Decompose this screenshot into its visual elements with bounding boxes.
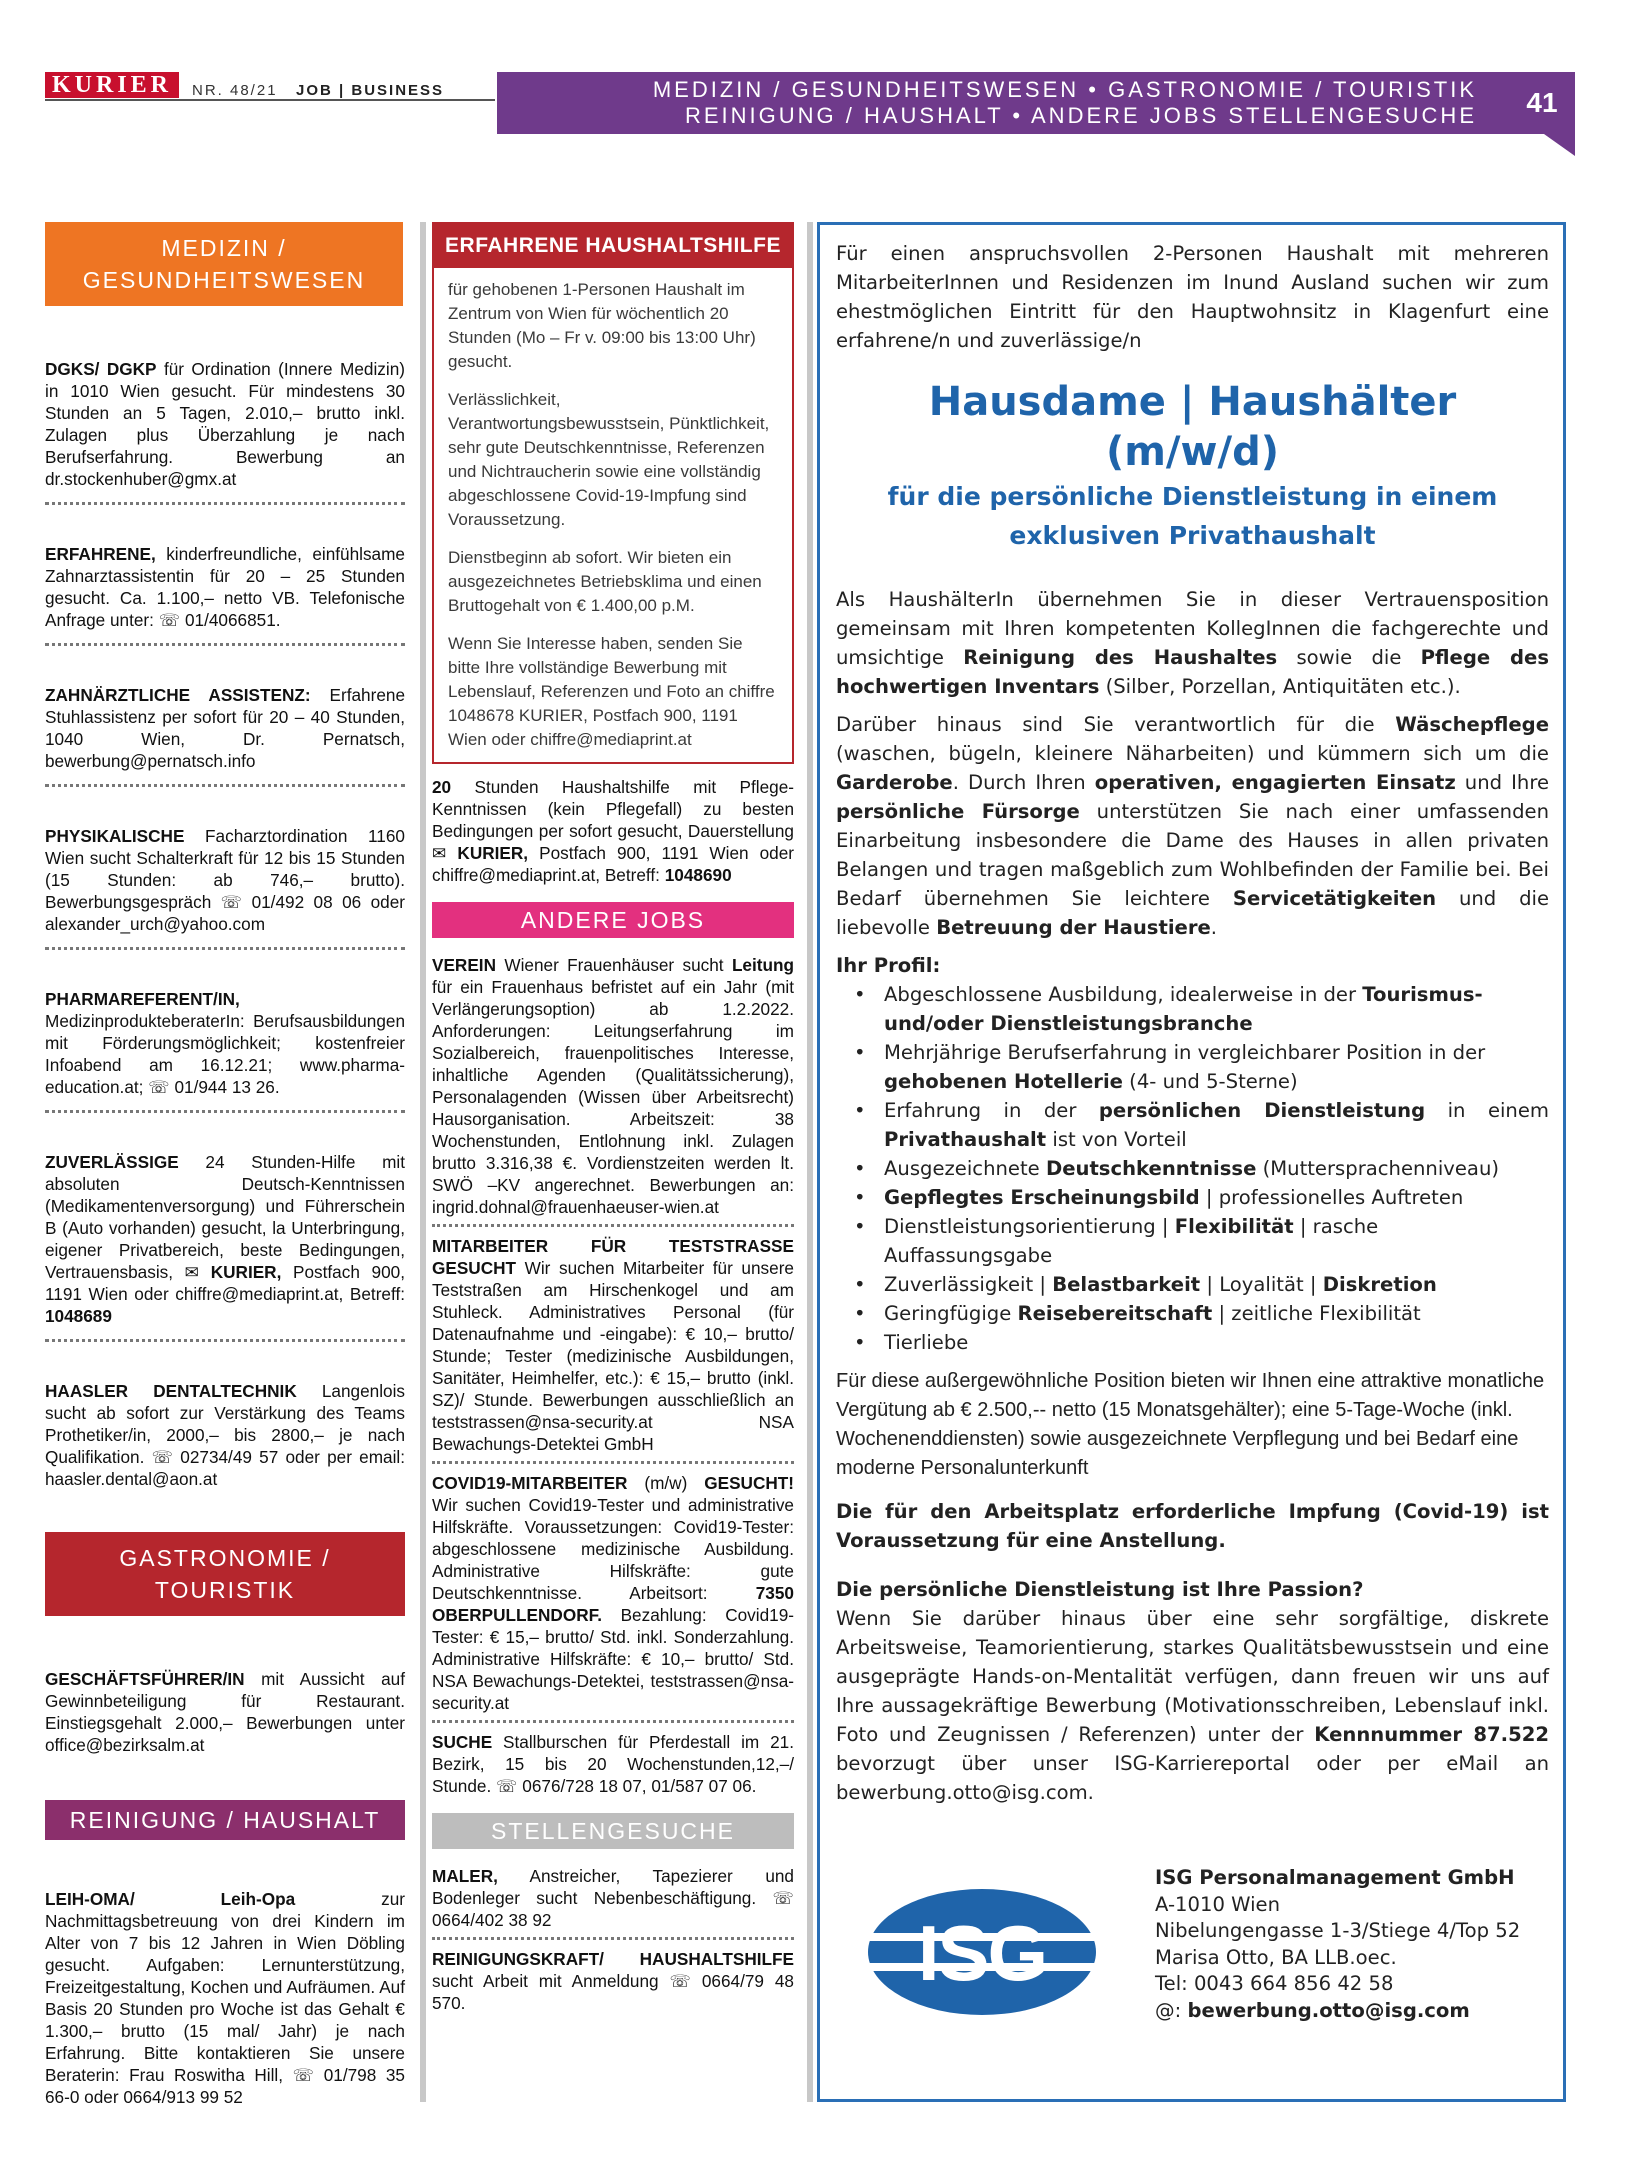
text: Dienstleistungsorientierung | [884,1215,1175,1238]
ad-lead: COVID19-MITARBEITER [432,1473,628,1493]
ad-text: Anstreicher, Tapezierer und Bodenleger sucht Nebenbeschäftigung. ☏ 0664/402 38 92 [432,1866,794,1930]
ad-text: mit Aussicht auf Gewinnbeteiligung für Restaurant. Einstiegsgehalt 2.000,– Bewerbungen unter office@bezirksalm.at [45,1669,405,1755]
ad-reference: 1048689 [45,1306,112,1326]
text-bold: Diskretion [1322,1273,1437,1296]
isg-logo [866,1887,1098,2017]
ad-lead: VEREIN [432,955,496,975]
text: in einem [1425,1099,1549,1122]
text-bold: Reisebereitschaft [1017,1302,1213,1325]
classified-ad [45,1380,405,1490]
ad-reference: 1048690 [664,865,732,885]
ad-text: Erfahrene Stuhlassistenz per sofort für 20 – 40 Stunden, 1040 Wien, Dr. Pernatsch, bewerbung@pernatsch.info [45,685,405,771]
text: Geringfügige [884,1302,1018,1325]
ad-separator [45,784,405,787]
text: und die liebevolle [836,887,1549,939]
text: (Muttersprachenniveau) [1256,1157,1500,1180]
text: . Durch Ihren [952,771,1095,794]
column-divider [420,222,426,2102]
ad-lead: REINIGUNGSKRAFT/ HAUSHALTSHILFE [432,1949,794,1969]
company-city: A-1010 Wien [1155,1892,1280,1916]
isg-intro: Für einen anspruchsvollen 2-Personen Haushalt mit mehreren MitarbeiterInnen und Residenzen im Inund Ausland suchen wir zum ehestmöglichen Eintritt für den Hauptwohnsitz in Klagenfurt eine erfahrene/n und zuverlässige/n [836,242,1549,352]
classified-ad [45,1151,405,1327]
isg-passion-paragraph [836,1604,1549,1807]
ad-lead: HAASLER DENTALTECHNIK [45,1381,297,1401]
isg-offer: Für diese außergewöhnliche Position bieten wir Ihnen eine attraktive monatliche Vergütung ab € 2.500,-- netto (15 Monatsgehälter); eine 5-Tage-Woche (inkl. Wochenenddiensten) sowie ausgezeichnete Verpflegung und bei Bedarf eine moderne Personalunterkunft [836,1370,1545,1479]
ad-text: Langenlois sucht ab sofort zur Verstärkung des Teams Prothetiker/in, 2000,– bis 2800,– je nach Qualifikation. ☏ 02734/49 57 oder per email: haasler.dental@aon.at [45,1381,405,1489]
text: Als HaushälterIn übernehmen Sie in dieser Vertrauensposition gemeinsam mit Ihren kompetenten KollegInnen die fachgerechte und umsichtige [836,588,1549,669]
ad-text: Bezahlung: Covid19-Tester: € 15,– brutto/ Std. inkl. Sonderzahlung. Administrative Hilfskräfte: € 10,– brutto/ Std. NSA Bewachungs-Detektei, teststrassen@nsa-security.at [432,1605,794,1713]
ad-text: Postfach 900, 1191 Wien oder chiffre@mediaprint.at, Betreff: [45,1262,405,1304]
ad-lead: ZUVERLÄSSIGE [45,1152,179,1172]
text-bold: operativen, engagierten Einsatz [1094,771,1456,794]
ad-text: MedizinprodukteberaterIn: Berufsausbildungen mit Förderungsmöglichkeit; kostenfreier Infoabend am 16.12.21; www.pharma-education.at; ☏ 01/944 13 26. [45,1011,405,1097]
list-item [854,1299,1549,1328]
text-bold: Privathaushalt [884,1128,1047,1151]
text: (waschen, bügeln, kleinere Näharbeiten) und kümmern sich um die [836,742,1549,765]
ad-kurier: KURIER, [457,843,529,863]
isg-passion-heading: Die persönliche Dienstleistung ist Ihre Passion? [836,1578,1364,1601]
classified-ad [45,1888,405,2108]
section-stellengesuche: STELLENGESUCHE [432,1813,794,1849]
ad-text: kinderfreundliche, einfühlsame Zahnarztassistentin für 20 – 25 Stunden gesucht. Ca. 1.100,– netto VB. Telefonische Anfrage unter: ☏ 01/4066851. [45,544,405,630]
company-name: ISG Personalmanagement GmbH [1155,1866,1515,1889]
ad-separator [45,502,405,505]
text-bold: Tourismus- und/oder Dienstleistungsbranche [884,983,1483,1035]
classified-ad [432,776,794,886]
text-bold: persönlichen Dienstleistung [1098,1099,1426,1122]
ad-bold: 7350 OBERPULLENDORF. [432,1583,794,1625]
text: (Silber, Porzellan, Antiquitäten etc.). [1099,675,1461,698]
text-bold: Belastbarkeit [1052,1273,1201,1296]
section-reinigung: REINIGUNG / HAUSHALT [45,1800,405,1840]
list-item [854,1328,1549,1357]
column-divider [807,222,813,2102]
ad-text: (m/w) [627,1473,705,1493]
list-item [854,1183,1549,1212]
boxed-ad-haushaltshilfe [432,222,794,764]
category-bar [497,72,1509,134]
text-bold: Gepflegtes Erscheinungsbild [884,1186,1200,1209]
ad-text: Facharztordination 1160 Wien sucht Schalterkraft für 12 bis 15 Stunden (15 Stunden: ab 746,– brutto). Bewerbungsgespräch ☏ 01/492 08 06 oder alexander_urch@yahoo.com [45,826,405,934]
boxed-ad-title: ERFAHRENE HAUSHALTSHILFE [434,224,792,268]
category-line-1: MEDIZIN / GESUNDHEITSWESEN • GASTRONOMIE / TOURISTIK [652,77,1477,102]
isg-covid-requirement: Die für den Arbeitsplatz erforderliche Impfung (Covid-19) ist Voraussetzung für eine Anstellung. [836,1500,1549,1552]
ad-text: Wir suchen Covid19-Tester und administrative Hilfskräfte. Voraussetzungen: Covid19-Tester: abgeschlossene medizinische Ausbildung. Administrative Hilfskräfte: gute Deutschkenntnisse. Arbeitsort: [432,1495,794,1603]
classified-ad [432,1731,794,1797]
isg-job-ad [817,222,1566,2102]
text-bold: Flexibilität [1174,1215,1294,1238]
ad-text: Stunden Haushaltshilfe mit Pflege-Kenntnissen (kein Pflegefall) zu besten Bedingungen per sofort gesucht, Dauerstellung ✉ [432,777,794,863]
ad-separator [45,947,405,950]
ad-lead: MITARBEITER FÜR TESTSTRASSE GESUCHT [432,1236,794,1278]
classified-ad [432,1948,794,2014]
text-bold: Wäschepflege [1395,713,1549,736]
kurier-logo: KURIER [45,72,179,98]
text: . [1210,916,1218,939]
boxed-ad-body [434,268,792,762]
classified-ad [45,543,405,631]
ad-bold: Leitung [731,955,794,975]
text: Abgeschlossene Ausbildung, idealerweise in der [884,983,1363,1006]
page-tab-corner [1544,134,1575,156]
text: und Ihre [1455,771,1549,794]
text: ist von Vorteil [1046,1128,1187,1151]
ad-separator [432,1720,794,1723]
text: | zeitliche Flexibilität [1212,1302,1421,1325]
isg-profile-heading: Ihr Profil: [836,954,941,977]
ad-lead: PHARMAREFERENT/IN, [45,989,240,1009]
text: bevorzugt über unser ISG-Karriereportal oder per eMail an bewerbung.otto@isg.com. [836,1752,1549,1804]
isg-logo-letters: ISG [917,1909,1047,1997]
text: sowie die [1277,646,1421,669]
isg-footer [866,1865,1556,2065]
list-item [854,980,1549,1038]
ad-lead: LEIH-OMA/ Leih-Opa [45,1889,296,1909]
text-bold: Reinigung des Haushaltes [963,646,1278,669]
ad-lead: 20 [432,777,452,797]
classified-ad [45,1668,405,1756]
list-item [854,1212,1549,1270]
text: | professionelles Auftreten [1199,1186,1464,1209]
classified-ad [45,684,405,772]
text: | rasche Auffassungsgabe [884,1215,1379,1267]
classified-ad [432,1865,794,1931]
ad-lead: ZAHNÄRZTLICHE ASSISTENZ: [45,685,311,705]
classified-ad [45,825,405,935]
ad-separator [432,1937,794,1940]
header-rule [45,99,495,101]
text: (4- und 5-Sterne) [1122,1070,1298,1093]
ad-bold: GESUCHT! [704,1473,794,1493]
isg-profile-list [836,980,1549,1357]
text-bold: Kennnummer 87.522 [1314,1723,1550,1746]
text-bold: Servicetätigkeiten [1232,887,1437,910]
isg-job-title: Hausdame | Haushälter (m/w/d) [928,379,1457,475]
ad-separator [432,1461,794,1464]
classified-ad [432,1472,794,1714]
email-label: @: [1155,1998,1188,2022]
text-bold: gehobenen Hotellerie [884,1070,1123,1093]
section-title: JOB | BUSINESS [296,82,445,99]
text: Ausgezeichnete [884,1157,1046,1180]
ad-text: Postfach 900, 1191 Wien oder chiffre@mediaprint.at, Betreff: [432,843,794,885]
page-header [0,0,1646,160]
list-item [854,1096,1549,1154]
ad-lead: PHYSIKALISCHE [45,826,185,846]
ad-text: für ein Frauenhaus befristet auf ein Jahr (mit Verlängerungsoption) ab 1.2.2022. Anforderungen: Leitungserfahrung im Sozialbereich, frauenpolitisches Interesse, inhaltliche Agenden (Qualitätssicherung), Personalagenden (Wissen über Arbeitsrecht) Hausorganisation. Arbeitszeit: 38 Wochenstunden, Entlohnung inkl. Zulagen brutto 3.316,38 €. Vordienstzeiten werden lt. SWÖ –KV angerechnet. Bewerbungen an: ingrid.dohnal@frauenhaeuser-wien.at [432,977,794,1217]
contact-email[interactable]: bewerbung.otto@isg.com [1187,1998,1470,2022]
ad-separator [432,1224,794,1227]
ad-lead: MALER, [432,1866,498,1886]
section-gastronomie: GASTRONOMIE / TOURISTIK [45,1532,405,1616]
text-bold: Garderobe [836,771,953,794]
ad-text: Wir suchen Mitarbeiter für unsere Teststraßen am Hirschenkogel und am Stuhleck. Administratives Personal (für Datenaufnahme und -eingabe): € 10,– brutto/ Stunde; Tester (medizinische Ausbildungen, Sanitäter, Heimhelfer, etc.): € 15,– brutto (inkl. SZ)/ Stunde. Bewerbungen ausschließlich an teststrassen@nsa-security.at NSA Bewachungs-Detektei GmbH [432,1258,794,1454]
classified-ad [45,358,405,490]
boxed-ad-paragraph: für gehobenen 1-Personen Haushalt im Zentrum von Wien für wöchentlich 20 Stunden (Mo – Fr v. 09:00 bis 13:00 Uhr) gesucht. [448,280,756,371]
text-bold: Betreuung der Haustiere [936,916,1211,939]
text: Tierliebe [884,1331,969,1354]
text: Wenn Sie darüber hinaus über eine sehr sorgfältige, diskrete Arbeitsweise, Teamorientierung, starkes Qualitätsbewusstsein und eine ausgeprägte Hands-on-Mentalität verfügen, dann freuen wir uns auf Ihre aussagekräftige Bewerbung (Motivationsschreiben, Lebenslauf inkl. Foto und Zeugnissen / Referenzen) unter der [836,1607,1549,1746]
ad-separator [45,1110,405,1113]
isg-paragraph-tasks [836,585,1549,701]
ad-lead: DGKS/ DGKP [45,359,157,379]
category-line-2: REINIGUNG / HAUSHALT • ANDERE JOBS STELLENGESUCHE [684,103,1477,128]
classified-ad [432,954,794,1218]
section-medizin: MEDIZIN / GESUNDHEITSWESEN [45,222,403,306]
text-bold: persönliche Fürsorge [836,800,1080,823]
isg-paragraph-duties [836,710,1549,942]
ad-text: sucht Arbeit mit Anmeldung ☏ 0664/79 48 570. [432,1971,794,2013]
classified-ad [45,988,405,1098]
list-item [854,1038,1549,1096]
ad-separator [45,1339,405,1342]
text: Mehrjährige Berufserfahrung in vergleichbarer Position in der [884,1041,1486,1064]
ad-kurier: KURIER, [210,1262,282,1282]
ad-separator [45,643,405,646]
page-number: 41 [1509,72,1575,134]
ad-text: zur Nachmittagsbetreuung von drei Kindern im Alter von 7 bis 12 Jahren in Wien Döbling gesucht. Aufgaben: Lernunterstützung, Freizeitgestaltung, Kochen und Aufräumen. Auf Basis 20 Stunden pro Woche ist das Gehalt € 1.300,– brutto (15 mal/ Jahr) je nach Erfahrung. Bitte kontaktieren Sie unsere Beraterin: Frau Roswitha Hill, ☏ 01/798 35 66-0 oder 0664/913 99 52 [45,1889,405,2107]
text: Zuverlässigkeit | [884,1273,1053,1296]
issue-number: NR. 48/21 [192,82,278,99]
text: Erfahrung in der [884,1099,1099,1122]
ad-text: 24 Stunden-Hilfe mit absoluten Deutsch-Kenntnissen (Medikamentenversorgung) und Führerschein B (Auto vorhanden) gesucht, la Unterbringung, eigener Privatbereich, beste Bedingungen, Vertrauensbasis, ✉ [45,1152,405,1282]
ad-lead: GESCHÄFTSFÜHRER/IN [45,1669,245,1689]
text: Darüber hinaus sind Sie verantwortlich für die [836,713,1396,736]
ad-lead: SUCHE [432,1732,493,1752]
text: unterstützen Sie nach einer umfassenden Einarbeitung insbesondere die Dame des Hauses in allen privaten Belangen und tragen maßgeblich zum Wohlbefinden der Familie bei. Bei Bedarf übernehmen Sie leichtere [836,800,1550,910]
boxed-ad-paragraph: Verlässlichkeit, Verantwortungsbewusstsein, Pünktlichkeit, sehr gute Deutschkenntnisse, Referenzen und Nichtraucherin sowie eine vollständig abgeschlossene Covid-19-Impfung sind Voraussetzung. [448,390,770,529]
ad-text: Stallburschen für Pferdestall im 21. Bezirk, 15 bis 20 Wochenstunden,12,–/ Stunde. ☏ 0676/728 18 07, 01/587 07 06. [432,1732,794,1796]
text-bold: Deutschkenntnisse [1045,1157,1257,1180]
section-andere-jobs: ANDERE JOBS [432,902,794,938]
list-item [854,1270,1549,1299]
ad-lead: ERFAHRENE, [45,544,156,564]
contact-person: Marisa Otto, BA LLB.oec. [1155,1945,1397,1969]
ad-text: für Ordination (Innere Medizin) in 1010 Wien gesucht. Für mindestens 30 Stunden an 5 Tagen, 2.010,– brutto inkl. Zulagen plus Überzahlung je nach Berufserfahrung. Bewerbung an dr.stockenhuber@gmx.at [45,359,405,489]
isg-job-subtitle: für die persönliche Dienstleistung in einem exklusiven Privathaushalt [887,482,1498,550]
contact-email-line [1155,1998,1520,2025]
classified-ad [432,1235,794,1455]
column-2 [432,222,794,2014]
list-item [854,1154,1549,1183]
boxed-ad-paragraph: Dienstbeginn ab sofort. Wir bieten ein ausgezeichnetes Betriebsklima und einen Bruttogehalt von € 1.400,00 p.M. [448,548,762,615]
company-street: Nibelungengasse 1-3/Stiege 4/Top 52 [1155,1919,1521,1942]
isg-contact [1155,1865,1520,2024]
column-1 [45,222,405,2108]
text-bold: Pflege des hochwertigen Inventars [836,646,1550,698]
ad-text: Wiener Frauenhäuser sucht [496,955,732,975]
text: | Loyalität | [1200,1273,1323,1296]
boxed-ad-paragraph: Wenn Sie Interesse haben, senden Sie bitte Ihre vollständige Bewerbung mit Lebenslauf, Referenzen und Foto an chiffre 1048678 KURIER, Postfach 900, 1191 Wien oder chiffre@mediaprint.at [448,634,775,749]
contact-phone: Tel: 0043 664 856 42 58 [1155,1972,1394,1995]
